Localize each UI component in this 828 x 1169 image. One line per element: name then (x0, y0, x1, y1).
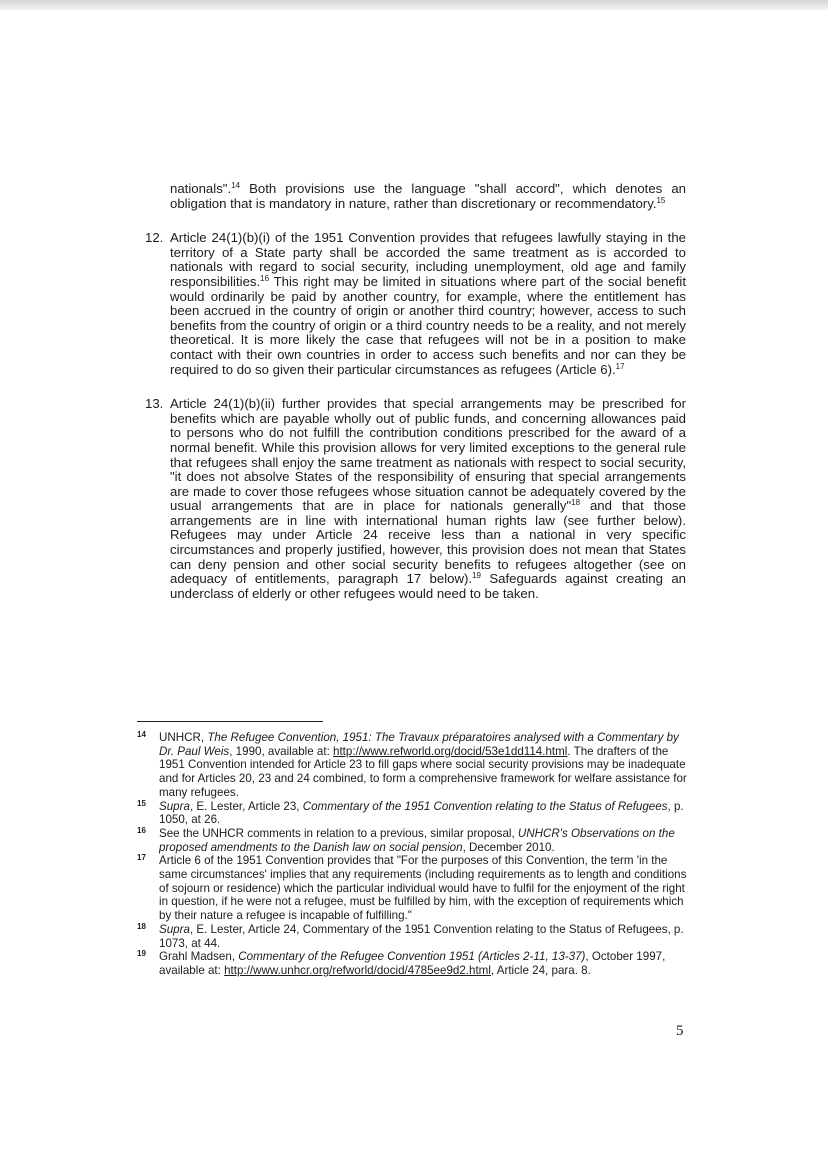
footnote-ref-14[interactable]: 14 (231, 181, 241, 190)
footnote-ref-18[interactable]: 18 (571, 498, 581, 508)
footnote-separator (137, 721, 323, 722)
paragraph-number: 12. (145, 230, 164, 246)
footnote-number: 18 (137, 921, 146, 931)
footnote-19: 19 Grahl Madsen, Commentary of the Refugee Convention 1951 (Articles 2-11, 13-37), October 1997, available at: http://www.unhcr.org/refworld/docid/4785ee9d2.html, Article 24, para. 8. (137, 949, 666, 977)
paragraph-12 (145, 230, 686, 377)
page-number: 5 (676, 1023, 684, 1039)
footnote-ref-16[interactable]: 16 (260, 273, 270, 283)
paragraph-text: Article 24(1)(b)(ii) further provides that special arrangements may be prescribed for benefits which are payable wholly out of public funds, and concerning allowances paid to persons who do not fulfill the contribution conditions prescribed for the award of a normal benefit. While this provision allows for very limited exceptions to the general rule that refugees shall enjoy the same treatment as nationals with respect to social security, "it does not absolve States of the responsibility of ensuring that special arrangements are made to cover those refugees whose situation cannot be adequately covered by the usual arrangements that are in place for nationals generally"$^{18}$ and that those arrangements are in line with international human rights law (see further below). Refugees may under Article 24 receive less than a national in very specific circumstances and properly justified, however, this provision does not mean that States can deny pension and other social security benefits to refugees altogether (see on adequacy of entitlements, paragraph 17 below).$^{19}$ Safeguards against creating an underclass of elderly or other refugees would need to be taken. (170, 396, 686, 601)
footnote-number: 16 (137, 825, 146, 835)
footnote-number: 17 (137, 853, 146, 863)
unhcr-refworld-link[interactable]: http://www.unhcr.org/refworld/docid/4785ee9d2.html (224, 963, 491, 977)
footnote-16: 16 See the UNHCR comments in relation to a previous, similar proposal, UNHCR's Observations on the proposed amendments to the Danish law on social pension, December 2010. (137, 825, 675, 854)
body-text (145, 181, 686, 621)
footnote-ref-19[interactable]: 19 (472, 571, 481, 581)
footnote-17: 17 Article 6 of the 1951 Convention provides that "For the purposes of this Convention, the term 'in the same circumstances' implies that any requirements (including requirements as to length and conditions of sojourn or residence) which the particular individual would have to fulfil for the enjoyment of the right in question, if he were not a refugee, must be fulfilled by him, with the exception of requirements which by their nature a refugee is incapable of fulfilling." (137, 853, 687, 923)
footnote-ref-15[interactable]: 15 (656, 195, 666, 205)
paragraph-text: Article 24(1)(b)(i) of the 1951 Convention provides that refugees lawfully staying in the territory of a State party shall be accorded the same treatment as is accorded to nationals with regard to social security, including unemployment, old age and family responsibilities.$^{16}$ This right may be limited in situations where part of the social benefit would ordinarily be paid by another country, for example, where the entitlement has been accrued in the country of origin or another third country; however, access to such benefits from the country of origin or a third country needs to be a reality, and not merely theoretical. It is more likely the case that refugees will not be in a position to make contact with their own countries in order to access such benefits and nor can they be required to do so given their particular circumstances as refugees (Article 6).$^{17}$ (170, 230, 686, 377)
footnote-number: 14 (137, 730, 146, 739)
scan-top-edge (0, 0, 828, 10)
paragraph-13 (145, 396, 686, 601)
refworld-link[interactable]: http://www.refworld.org/docid/53e1dd114.html (333, 744, 568, 758)
paragraph-number: 13. (145, 396, 164, 412)
continuation-paragraph: nationals".$^{14}$ Both provisions use the language "shall accord", which denotes an obligation that is mandatory in nature, rather than discretionary or recommendatory.$^{15}$ (170, 181, 686, 211)
footnote-number: 19 (137, 949, 146, 959)
footnote-14: 14 UNHCR, The Refugee Convention, 1951: The Travaux préparatoires analysed with a Commentary by Dr. Paul Weis, 1990, available at: http://www.refworld.org/docid/53e1dd114.html. The drafters of the 1951 Convention intended for Article 23 to fill gaps where social security provisions may be inadequate and for Articles 20, 23 and 24 combined, to form a comprehensive framework for welfare assistance for many refugees. (137, 730, 687, 799)
footnote-18: 18 Supra, E. Lester, Article 24, Commentary of the 1951 Convention relating to the Status of Refugees, p. 1073, at 44. (137, 921, 684, 950)
footnote-number: 15 (137, 798, 146, 808)
footnotes (137, 731, 689, 978)
footnote-15: 15 Supra, E. Lester, Article 23, Commentary of the 1951 Convention relating to the Status of Refugees, p. 1050, at 26. (137, 798, 684, 827)
footnote-ref-17[interactable]: 17 (615, 361, 625, 371)
